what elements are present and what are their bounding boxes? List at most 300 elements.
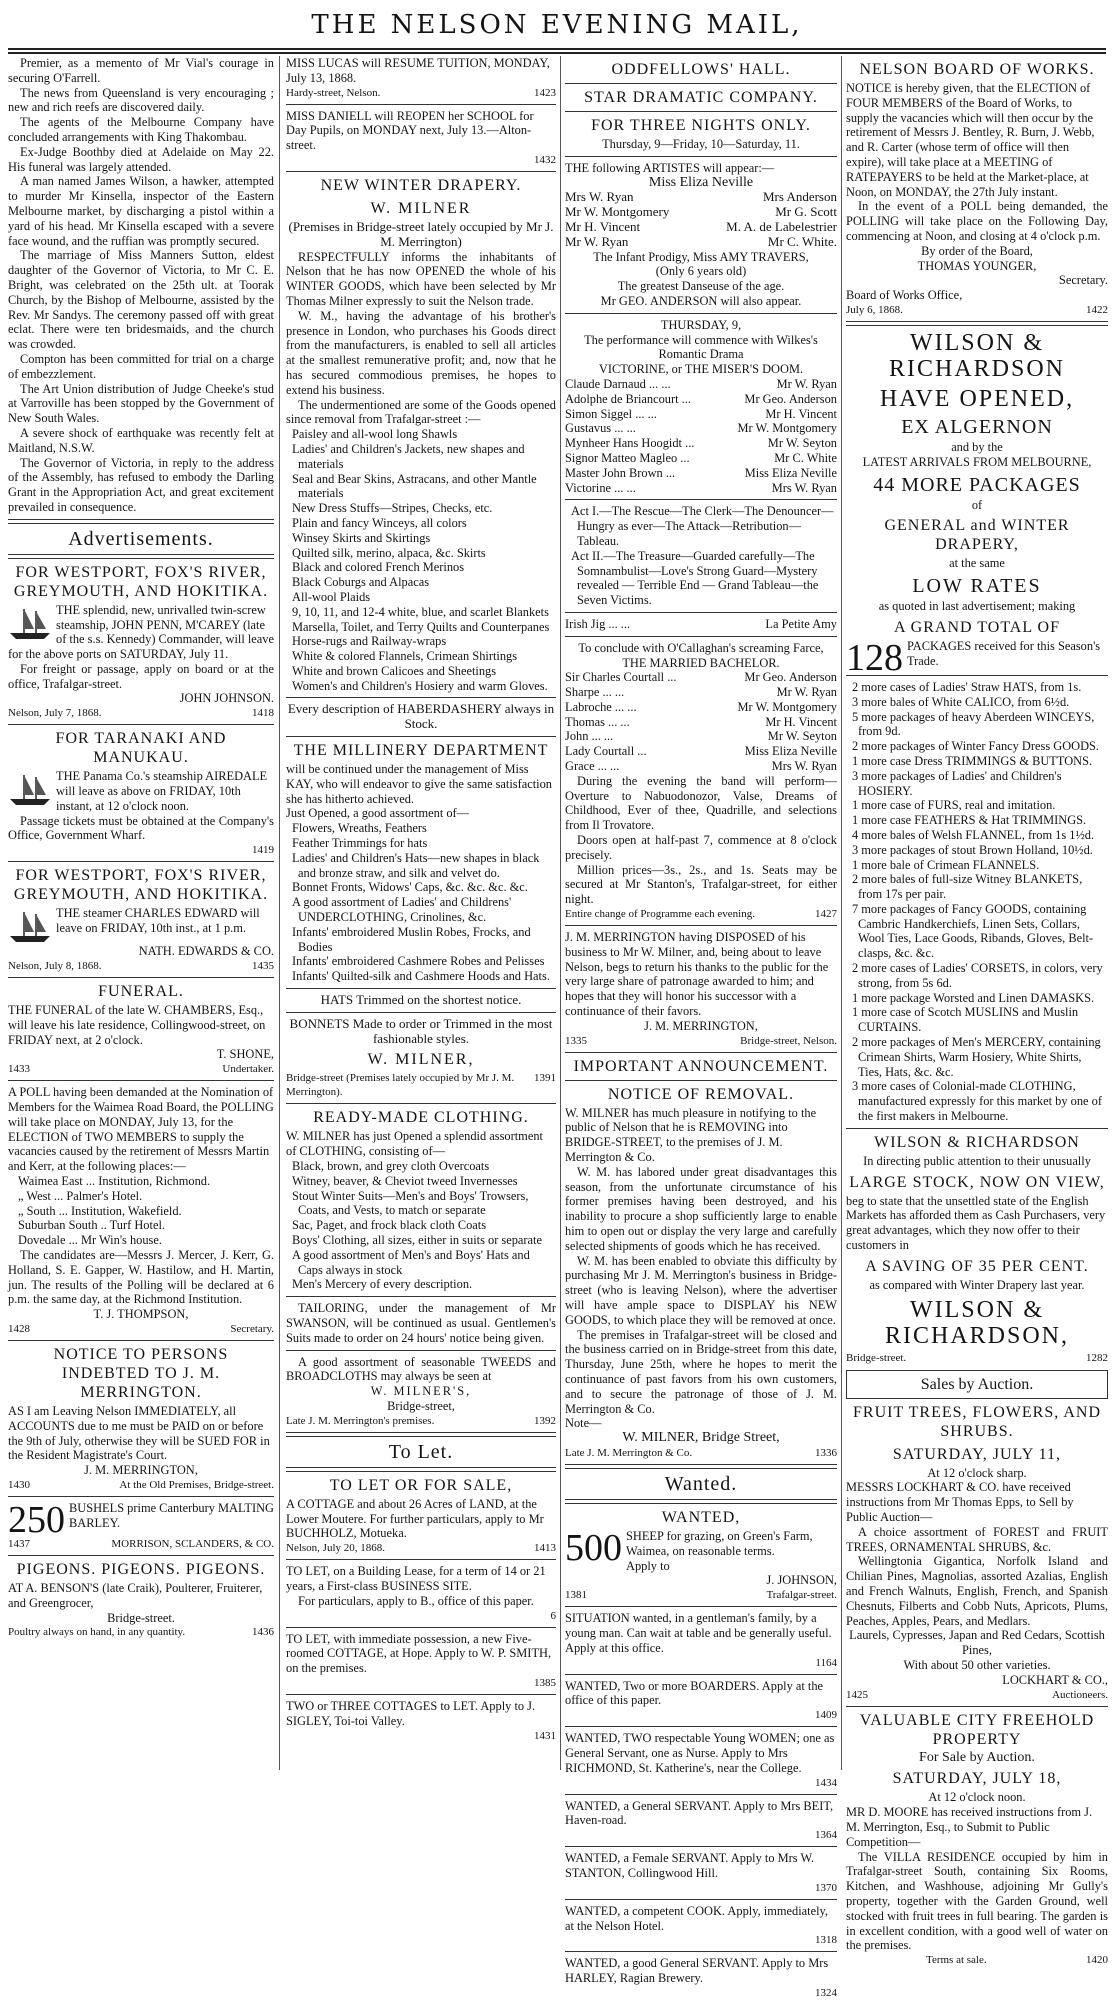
artiste-row <box>565 190 837 205</box>
divider <box>286 1559 556 1560</box>
artiste-row <box>565 220 837 235</box>
divider <box>8 1340 274 1341</box>
ad-number: 1324 <box>815 1986 837 1999</box>
news-paragraph: The agents of the Melbourne Company have concluded arrangements with King Thakombau. <box>8 115 274 144</box>
ad-intro: Just Opened, a good assortment of— <box>286 806 470 821</box>
ad-signature: W. MILNER, <box>367 1051 475 1069</box>
column-divider <box>560 56 561 1770</box>
ad-signature: JOHN JOHNSON. <box>179 691 274 706</box>
ad-number: 1391 <box>534 1072 556 1085</box>
ad-subheading: NOTICE OF REMOVAL. <box>607 1085 795 1103</box>
goods-item: 2 more cases of Ladies' CORSETS, in colors, very strong, from 5s 6d. <box>852 961 1103 990</box>
drapery-line: GENERAL and WINTER DRAPERY, <box>884 517 1070 554</box>
ad-number: 1428 <box>8 1323 30 1335</box>
artiste-row-left: Mr H. Vincent <box>565 218 641 234</box>
masthead <box>0 0 1114 52</box>
poll-place: „ South ... Institution, Wakefield. <box>18 1203 182 1218</box>
ad-number: 1381 <box>565 1589 587 1602</box>
divider <box>565 1794 837 1795</box>
ad-date: Nelson, July 20, 1868. <box>286 1542 385 1555</box>
big-number: 128 <box>846 636 903 679</box>
tweeds-line: A good assortment of seasonable TWEEDS and BROADCLOTHS may always be seen at <box>286 1354 556 1384</box>
ad-paragraph: The premises in Trafalgar-street will be closed and the business carried on in Bridge-street from this date, Thursday, June 25th, where he hopes to merit the continuance of past favors from his own customers, and to secure the patronage of those of J. M. Merrington & Co. <box>565 1327 837 1416</box>
goods-item: A good assortment of Men's and Boys' Hats and Caps always in stock <box>292 1247 530 1277</box>
ad-daniell <box>286 109 556 167</box>
performance-line: The performance will commence with Wilkes's Romantic Drama <box>584 332 818 362</box>
goods-item: 9, 10, 11, and 12-4 white, blue, and scarlet Blankets <box>292 604 549 619</box>
danseuse-line: The greatest Danseuse of the age. <box>617 279 785 294</box>
cast-row-left: Signor Matteo Magleo ... <box>565 450 690 465</box>
ad-address: Bridge-street, <box>387 1398 455 1413</box>
goods-item: Horse-rugs and Railway-wraps <box>292 634 447 649</box>
sale-time: At 12 o'clock sharp. <box>927 1465 1027 1480</box>
column-divider <box>279 56 280 1770</box>
ad-heading: IMPORTANT ANNOUNCEMENT. <box>573 1057 829 1075</box>
ad-date: Nelson, July 8, 1868. <box>8 960 102 973</box>
column-4 <box>846 56 1108 1967</box>
bonnets-line: BONNETS Made to order or Trimmed in the most fashionable styles. <box>289 1015 553 1046</box>
goods-item: Stout Winter Suits—Men's and Boys' Trowsers, Coats, and Vests, to match or separate <box>292 1188 529 1218</box>
terms-line: Terms at sale. <box>926 1954 987 1967</box>
received-line: PACKAGES received for this Season's Trade. <box>907 638 1101 668</box>
ad-intro: THE following ARTISTES will appear:— <box>565 160 775 175</box>
goods-item: Black and colored French Merinos <box>292 560 465 575</box>
wanted-ad <box>565 1606 837 1669</box>
divider <box>565 1899 837 1900</box>
big-number: 500 <box>565 1526 622 1569</box>
news-paragraph: A severe shock of earthquake was recently felt at Maitland, N.S.W. <box>8 425 274 455</box>
ad-body: MESSRS LOCKHART & CO. have received instructions from Mr Thomas Epps, to Sell by Public Auction— <box>846 1480 1074 1525</box>
firm-name: WILSON & RICHARDSON <box>888 329 1066 382</box>
ad-paragraph: W. M. has labored under great disadvantages this season, from the unfortunate circumstance of his former premises having been destroyed, and his inability to procure a shop sufficiently large to enable him to open out or display the very large and carefully selected shipments of goods which he has received. <box>565 1164 837 1253</box>
cast-row-right: Mr W. Ryan <box>776 376 837 391</box>
haberdashery-line: Every description of HABERDASHERY always in Stock. <box>287 701 555 732</box>
goods-item: Boys' Clothing, all sizes, either in suits or separate <box>292 1233 543 1247</box>
ad-body: WANTED, a competent COOK. Apply, immediately, at the Nelson Hotel. <box>565 1903 829 1933</box>
goods-item: Black, brown, and grey cloth Overcoats <box>292 1159 490 1174</box>
compared-line: as compared with Winter Drapery last year. <box>869 1277 1085 1292</box>
divider <box>565 925 837 926</box>
ad-address: Bridge-street (Premises lately occupied by Mr J. M. Merrington). <box>286 1072 515 1099</box>
ad-number: 1413 <box>534 1542 556 1555</box>
ad-signature: THOMAS YOUNGER, <box>917 258 1037 273</box>
ad-heading: PIGEONS. PIGEONS. PIGEONS. <box>16 1560 266 1578</box>
to-let-heading: To Let. <box>388 1440 454 1463</box>
divider <box>286 988 556 989</box>
ad-number: 1434 <box>815 1776 837 1789</box>
ad-paragraph: A choice assortment of FOREST and FRUIT TREES, ORNAMENTAL SHRUBS, &c. <box>846 1524 1108 1554</box>
cast-row-left: Master John Brown ... <box>565 465 676 480</box>
goods-item: White & colored Flannels, Crimean Shirtings <box>292 649 518 664</box>
ad-number: 1318 <box>815 1934 837 1947</box>
grand-total-line: A GRAND TOTAL OF <box>894 618 1060 636</box>
ad-body: WANTED, TWO respectable Young WOMEN; one as General Servant, one as Nurse. Apply to Mrs RICHMOND, St. Katherine's, near the College. <box>565 1731 835 1775</box>
divider <box>286 736 556 737</box>
goods-item: 7 more packages of Fancy GOODS, containing Cambric Handkerchiefs, Linen Sets, Collars, Wool Ties, Lace Goods, Ribands, Gloves, Belt-clasps, &c. &c. <box>852 901 1094 961</box>
cast-list <box>565 377 837 495</box>
goods-item: Black Coburgs and Alpacas <box>292 575 430 590</box>
goods-item: Ladies' and Children's Jackets, new shapes and materials <box>292 441 525 471</box>
ad-body: NOTICE is hereby given, that the ELECTION of FOUR MEMBERS of the Board of Works, to supply the vacancies which will then occur by the retirement of Messrs J. Bentley, R. Burn, J. Webb, and R. Carter (whose term of office will then expire), will take place at a MEETING of RATEPAYERS to be held at the Market-place, at Noon, on MONDAY, the 27th July instant. <box>846 81 1095 199</box>
poll-place: Dovedale ... Mr Win's house. <box>18 1233 162 1248</box>
ad-body: TWO or THREE COTTAGES to LET. Apply to J. SIGLEY, Toi-toi Valley. <box>286 1698 536 1728</box>
news-paragraph: A man named James Wilson, a hawker, attempted to murder Mr Kinsella, inspector of the Eastern Melbourne market, by discharging a pistol within a yard of his head. Mr Kinsella escaped with a severe face wound, and the ruffian was promptly secured. <box>8 174 274 248</box>
ad-funeral <box>8 982 274 1076</box>
ad-address: Bridge-street. <box>846 1351 907 1364</box>
ad-pigeons <box>8 1560 274 1639</box>
ad-body: will be continued under the management of Miss KAY, who will endeavor to give the same satisfaction she has hitherto achieved. <box>286 762 553 806</box>
poll-places <box>8 1174 274 1248</box>
cast-row <box>565 685 837 700</box>
ad-number: 1335 <box>565 1034 587 1047</box>
tailoring-line: TAILORING, under the management of Mr SWANSON, will be continued as usual. Gentlemen's Suits made to order on 24 hours' notice being given. <box>286 1301 556 1345</box>
divider <box>565 1726 837 1727</box>
goods-item: Sac, Paget, and frock black cloth Coats <box>292 1218 487 1233</box>
of-line: of <box>971 497 983 512</box>
wanted-heading: Wanted. <box>664 1472 738 1495</box>
note-label: Note— <box>565 1416 602 1431</box>
ad-meta <box>565 1708 837 1722</box>
goods-item: Infants' Quilted-silk and Cashmere Hoods and Hats. <box>292 969 550 984</box>
ad-address: Bridge-street. <box>107 1610 175 1625</box>
ad-heading: FOR TARANAKI AND MANUKAU. <box>55 730 227 767</box>
ad-address: Hardy-street, Nelson. <box>286 86 381 99</box>
column-3 <box>565 56 837 1999</box>
goods-item: 2 more packages of Winter Fancy Dress GOODS. <box>852 739 1100 754</box>
ad-number: 1409 <box>815 1709 837 1722</box>
ad-clothing <box>286 1108 556 1427</box>
wanted-ad <box>565 1794 837 1843</box>
ship-icon <box>8 771 52 807</box>
ad-number: 1427 <box>815 908 837 921</box>
divider <box>846 1128 1108 1129</box>
ad-body: AT A. BENSON'S (late Craik), Poulterer, Fruiterer, and Greengrocer, <box>8 1580 263 1610</box>
news-paragraph: The news from Queensland is very encouraging ; new and rich reefs are discovered daily. <box>8 85 274 115</box>
goods-item: 1 more case of Scotch MUSLINS and Muslin CURTAINS. <box>852 1005 1079 1035</box>
goods-item: All-wool Plaids <box>292 589 371 604</box>
goods-item: Winsey Skirts and Skirtings <box>292 530 431 545</box>
cast-row-left: Sir Charles Courtall ... <box>565 670 677 685</box>
ad-winter-drapery <box>286 176 556 732</box>
column-1 <box>8 56 274 1770</box>
artiste-row <box>565 205 837 220</box>
ad-subheading: (Premises in Bridge-street lately occupied by Mr J. M. Merrington) <box>288 218 554 249</box>
ad-signature: T. SHONE, <box>216 1047 274 1062</box>
divider <box>565 111 837 112</box>
cast-row-left: Adolphe de Briancourt ... <box>565 391 691 406</box>
ad-to-let-hope <box>286 1632 556 1690</box>
ad-merrington <box>565 930 837 1048</box>
goods-list <box>286 821 556 984</box>
goods-item: Infants' embroidered Cashmere Robes and Pelisses <box>292 954 545 969</box>
goods-item: 3 more packages of Ladies' and Children's HOSIERY. <box>852 768 1062 798</box>
rates-line: LOW RATES <box>912 575 1042 598</box>
ad-lucas <box>286 56 556 100</box>
wanted-ad <box>565 1899 837 1948</box>
goods-item: Men's Mercery of every description. <box>292 1277 473 1292</box>
ad-heading: FOR WESTPORT, FOX'S RIVER, GREYMOUTH, AND HOKITIKA. <box>13 563 269 600</box>
sale-date: SATURDAY, JULY 11, <box>892 1445 1062 1463</box>
act-one: Act I.—The Rescue—The Clerk—The Denouncer—Hungry as ever—The Attack—Retribution—Tableau. <box>571 504 834 548</box>
goods-item: 2 more packages of Men's MERCERY, containing Crimean Shirts, Warm Hosiery, White Shirts, Ties, Hats, &c. &c. <box>852 1035 1101 1079</box>
divider <box>286 1103 556 1104</box>
ad-name: W. MILNER <box>370 199 472 217</box>
large-stock-line: LARGE STOCK, NOW ON VIEW, <box>849 1173 1105 1191</box>
cast-row <box>565 744 837 759</box>
artistes-list <box>565 190 837 249</box>
ad-number: 1164 <box>815 1656 837 1669</box>
masthead-rule <box>8 48 1106 50</box>
goods-item: 1 more case Dress TRIMMINGS & BUTTONS. <box>852 753 1093 768</box>
goods-item: 3 more cases of Colonial-made CLOTHING, manufactured expressly for this market by one of the first makers in Melbourne. <box>852 1079 1102 1124</box>
artiste-row-right: Mr G. Scott <box>775 204 837 220</box>
wanted-ad <box>565 1846 837 1895</box>
ad-body: THE splendid, new, unrivalled twin-screw steamship, JOHN PENN, M'CAREY (late of the s.s. Kennedy) Commander, will leave for the above ports on SATURDAY, July 11. <box>8 602 275 662</box>
ad-to-let-site <box>286 1564 556 1622</box>
apply-line: Apply to <box>626 1558 670 1573</box>
news-paragraph: Ex-Judge Boothby died at Adelaide on May 22. His funeral was largely attended. <box>8 144 274 174</box>
ad-body: W. MILNER has just Opened a splendid assortment of CLOTHING, consisting of— <box>286 1129 543 1159</box>
ad-body: THE FUNERAL of the late W. CHAMBERS, Esq., will leave his late residence, Collingwood-street, on FRIDAY next, at 2 o'clock. <box>8 1003 266 1047</box>
divider <box>286 1467 556 1472</box>
ad-number: 1423 <box>534 86 556 99</box>
ad-number: 1370 <box>815 1881 837 1894</box>
cast-row <box>565 729 837 744</box>
ad-number: 1422 <box>1086 303 1108 316</box>
divider <box>565 1499 837 1504</box>
cast-row-left: Lady Courtall ... <box>565 744 647 759</box>
thursday-heading: THURSDAY, 9, <box>660 317 742 332</box>
ad-number: 1431 <box>534 1729 556 1742</box>
ad-wanted-sheep <box>565 1508 837 1602</box>
ad-date: July 6, 1868. <box>846 303 903 316</box>
ad-body: TO LET, on a Building Lease, for a term of 14 or 21 years, a First-class BUSINESS SITE. <box>286 1564 546 1593</box>
column-2 <box>286 56 556 1770</box>
cast-row-right: Mr H. Vincent <box>765 714 837 729</box>
goods-item: 3 more packages of stout Brown Holland, 10½d. <box>852 842 1093 857</box>
ad-meta <box>565 1828 837 1842</box>
ad-body: WANTED, Two or more BOARDERS. Apply at the office of this paper. <box>565 1678 824 1708</box>
divider <box>565 1080 837 1081</box>
anderson-line: Mr GEO. ANDERSON will also appear. <box>600 293 802 308</box>
divider <box>8 1555 274 1556</box>
ad-oddfellows-hall <box>565 60 837 921</box>
direct-line: In directing public attention to their unusually <box>863 1153 1091 1168</box>
poll-place: Suburban South .. Turf Hotel. <box>18 1218 165 1233</box>
news-paragraph: The Governor of Victoria, in reply to the address of the Assembly, has refused to embody the Darling Grant in the Appropriation Act, and great excitement prevailed in consequence. <box>8 455 274 514</box>
goods-item: A good assortment of Ladies' and Childrens' UNDERCLOTHING, Crinolines, &c. <box>292 895 512 925</box>
cast-row-left: Labroche ... ... <box>565 699 637 714</box>
tree-list: Wellingtonia Gigantica, Norfolk Island and Chilian Pines, Magnolias, assorted Azalias, English and French Walnuts, English, French, and Spanish Chesnuts, Filberts and Cobb Nuts, Apricots, Plums, Peaches, Apples, Pears, and Medlars. <box>846 1554 1108 1628</box>
ad-signature: J. M. MERRINGTON, <box>644 1018 758 1033</box>
divider <box>8 1080 274 1081</box>
cast-row-right: Miss Eliza Neville <box>744 465 837 480</box>
ad-body: WANTED, a good General SERVANT. Apply to Mrs HARLEY, Ragian Brewery. <box>565 1956 829 1986</box>
cast-row <box>565 481 837 496</box>
ad-number: 1392 <box>534 1414 556 1427</box>
divider <box>565 1464 837 1469</box>
ad-subheading: For Sale by Auction. <box>919 1749 1035 1765</box>
divider <box>286 1694 556 1695</box>
ad-to-let-cottage <box>286 1476 556 1555</box>
divider <box>846 321 1108 326</box>
wanted-ad <box>565 1726 837 1789</box>
ad-signature: NATH. EDWARDS & CO. <box>138 944 274 959</box>
cast-row-right: Mr W. Montgomery <box>737 699 837 714</box>
cast-row-right: Mr W. Ryan <box>776 685 837 700</box>
ad-meta <box>565 1776 837 1790</box>
cast-row-right: Miss Eliza Neville <box>744 744 837 759</box>
divider <box>8 977 274 978</box>
goods-list <box>286 427 556 693</box>
news-paragraph: Compton has been committed for trial on a charge of embezzlement. <box>8 351 274 381</box>
ad-address: Trafalgar-street. <box>766 1589 837 1602</box>
artiste-row-right: M. A. de Labelestrier <box>726 218 837 234</box>
divider <box>286 1432 556 1437</box>
divider <box>565 313 837 314</box>
ad-paragraph: The undermentioned are some of the Goods opened since removal from Trafalgar-street :— <box>286 397 556 427</box>
goods-item: Feather Trimmings for hats <box>292 836 428 851</box>
cast-row <box>565 715 837 730</box>
ad-body: THE Panama Co.'s steamship AIREDALE will leave as above on FRIDAY, 10th instant, at 12 o'clock noon. <box>56 769 268 813</box>
cast-row-left: Grace ... ... <box>565 759 620 774</box>
newspaper-title: THE NELSON EVENING MAIL, <box>311 10 803 40</box>
goods-item: New Dress Stuffs—Stripes, Checks, etc. <box>292 501 493 516</box>
ad-body: J. M. MERRINGTON having DISPOSED of his business to Mr W. Milner, and, being about to leave Nelson, begs to return his thanks to the public for the very large share of patronage awarded to him; and hopes that they will honor his successor with a continuance of their favors. <box>565 930 829 1019</box>
cast-row-right: Mrs W. Ryan <box>771 759 837 774</box>
goods-item: 5 more packages of heavy Aberdeen WINCEYS, from 9d. <box>852 709 1095 739</box>
cast-row-left: Mynheer Hans Hoogidt ... <box>565 436 695 451</box>
band-line: During the evening the band will perform—Overture to Nabuodonozor, Valse, Dreams of Childhood, Ever of thee, Quadrille, and selections from Il Trovatore. <box>565 773 837 833</box>
goods-item: Ladies' and Children's Hats—new shapes in black and bronze straw, and silk and velvet do. <box>292 850 540 880</box>
ad-number: 1436 <box>252 1626 274 1639</box>
ad-meta <box>565 1656 837 1670</box>
cast-row-right: Mr H. Vincent <box>765 406 837 421</box>
cast-row-left: Sharpe ... ... <box>565 685 625 700</box>
ad-heading: FRUIT TREES, FLOWERS, AND SHRUBS. <box>853 1403 1101 1440</box>
divider <box>286 171 556 172</box>
cast-row <box>565 392 837 407</box>
divider <box>565 156 837 157</box>
ad-signature: W. MILNER, Bridge Street, <box>622 1430 780 1446</box>
firm-name: WILSON & RICHARDSON <box>874 1133 1080 1151</box>
cast-row-left: Claude Darnaud ... ... <box>565 376 671 391</box>
ad-removal <box>565 1057 837 1460</box>
varieties-line: With about 50 other varieties. <box>903 1657 1051 1672</box>
ad-number: 1418 <box>252 707 274 720</box>
ad-body: THE steamer CHARLES EDWARD will leave on FRIDAY, 10th inst., at 1 p.m. <box>56 906 260 936</box>
ad-tail: Poultry always on hand, in any quantity. <box>8 1626 186 1639</box>
goods-item: 2 more bales of full-size Witney BLANKETS, from 17s per pair. <box>852 872 1083 902</box>
wanted-ad <box>565 1674 837 1723</box>
artiste-row-right: Mrs Anderson <box>762 189 837 205</box>
goods-item: 1 more case FEATHERS & Hat TRIMMINGS. <box>852 813 1087 828</box>
goods-item: 1 more package Worsted and Linen DAMASKS. <box>852 990 1095 1005</box>
divider <box>565 1052 837 1053</box>
cast-row-right: Mr Geo. Anderson <box>744 670 837 685</box>
ad-number: 1433 <box>8 1063 30 1076</box>
ad-wilson-richardson <box>846 330 1108 1365</box>
ad-millinery <box>286 741 556 1099</box>
news-paragraphs <box>8 56 274 515</box>
company-name: STAR DRAMATIC COMPANY. <box>584 89 818 106</box>
ad-city-property <box>846 1711 1108 1968</box>
goods-item: White and brown Calicoes and Sheetings <box>292 663 497 678</box>
ad-paragraph: W. M. has been enabled to obviate this difficulty by purchasing Mr J. M. Merrington's business in Bridge-street (who is leaving Nelson), where the advertiser will have ample space to DISPLAY his NEW GOODS, to which place they will be removed at once. <box>565 1253 837 1327</box>
ad-barley <box>8 1498 275 1551</box>
act-two: Act II.—The Treasure—Guarded carefully—The Somnambulist—Love's Strong Guard—Mystery revealed — Terrible End — Grand Tableau—the Seven Victims. <box>571 548 819 608</box>
opened-line: HAVE OPENED, <box>879 385 1075 412</box>
cast-row <box>565 670 837 685</box>
nights-line: FOR THREE NIGHTS ONLY. <box>591 117 811 134</box>
andby-line: and by the <box>951 439 1003 454</box>
goods-item: Women's and Children's Hosiery and warm Gloves. <box>292 678 548 693</box>
ad-number: 1419 <box>252 844 274 857</box>
artiste-row-left: Mr W. Ryan <box>565 233 629 249</box>
cast-row <box>565 759 837 774</box>
ad-address: Late J. M. Merrington's premises. <box>286 1414 435 1427</box>
divider <box>8 861 274 862</box>
goods-item: Marsella, Toilet, and Terry Quilts and Counterpanes <box>292 619 550 634</box>
goods-item: Paisley and all-wool long Shawls <box>292 427 458 442</box>
jig-performer: La Petite Amy <box>765 616 837 631</box>
ad-meta <box>565 1986 837 2000</box>
saving-line: A SAVING OF 35 PER CENT. <box>865 1257 1089 1275</box>
goods-item: Seal and Bear Skins, Astracans, and other Mantle materials <box>292 471 537 501</box>
cast-row-right: Mr W. Montgomery <box>737 421 837 436</box>
ad-body: AS I am Leaving Nelson IMMEDIATELY, all ACCOUNTS due to me must be PAID on or before the 9th of July, otherwise they will be SUED FOR in the Resident Magistrate's Court. <box>8 1404 270 1463</box>
poll-place: Waimea East ... Institution, Richmond. <box>18 1174 211 1189</box>
auction-heading: Sales by Auction. <box>846 1370 1108 1399</box>
ad-number: 1430 <box>8 1478 30 1491</box>
cast-row-right: Mr W. Seyton <box>767 729 837 744</box>
ad-notice-indebted <box>8 1345 274 1492</box>
ad-signature-title: Auctioneers. <box>1052 1688 1108 1701</box>
divider <box>286 1627 556 1628</box>
goods-list <box>846 680 1108 1124</box>
cast-row-left: Victorine ... ... <box>565 480 636 495</box>
ad-signature: J. M. MERRINGTON, <box>84 1463 198 1478</box>
laurels-line: Laurels, Cypresses, Japan and Red Cedars, Scottish Pines, <box>849 1628 1105 1658</box>
ad-signature: W. MILNER'S, <box>370 1384 472 1399</box>
farce-line: To conclude with O'Callaghan's screaming Farce, <box>578 640 824 655</box>
ad-signature-title: Secretary. <box>1058 273 1108 288</box>
divider <box>565 1951 837 1952</box>
sale-date: SATURDAY, JULY 18, <box>892 1770 1062 1788</box>
advertisements-heading: Advertisements. <box>68 527 214 550</box>
divider <box>565 1674 837 1675</box>
ad-body: WANTED, a Female SERVANT. Apply to Mrs W. STANTON, Collingwood Hill. <box>565 1851 815 1880</box>
ad-signature: T. J. THOMPSON, <box>93 1307 189 1322</box>
ad-paragraph: In the event of a POLL being demanded, the POLLING will take place on the Following Day, commencing at Noon, and closing at 4 o'clock p.m. <box>846 199 1108 243</box>
cast-row-left: Gustavus ... ... <box>565 421 636 436</box>
cast-row-right: Mrs W. Ryan <box>771 480 837 495</box>
ad-body: SITUATION wanted, in a gentleman's family, by a young man. Can wait at table and be generally useful. Apply at this office. <box>565 1611 832 1655</box>
ad-body: MISS DANIELL will REOPEN her SCHOOL for Day Pupils, on MONDAY next, July 13.—Alton-street. <box>286 108 534 153</box>
ad-address: Bridge-street, Nelson. <box>740 1034 837 1047</box>
artiste-row-right: Mr C. White. <box>767 233 837 249</box>
cast-list <box>565 670 837 774</box>
goods-item: 3 more bales of White CALICO, from 6½d. <box>852 694 1070 709</box>
goods-item: Flowers, Wreaths, Feathers <box>292 821 427 836</box>
cast-row <box>565 407 837 422</box>
ad-extra: For freight or passage, apply on board or at the office, Trafalgar-street. <box>8 661 274 691</box>
ad-to-let-cottages <box>286 1699 556 1743</box>
ad-signature-title: Undertaker. <box>222 1063 274 1076</box>
goods-item: 2 more cases of Ladies' Straw HATS, from 1s. <box>852 679 1082 694</box>
divider <box>565 499 837 500</box>
big-number: 250 <box>8 1498 65 1541</box>
